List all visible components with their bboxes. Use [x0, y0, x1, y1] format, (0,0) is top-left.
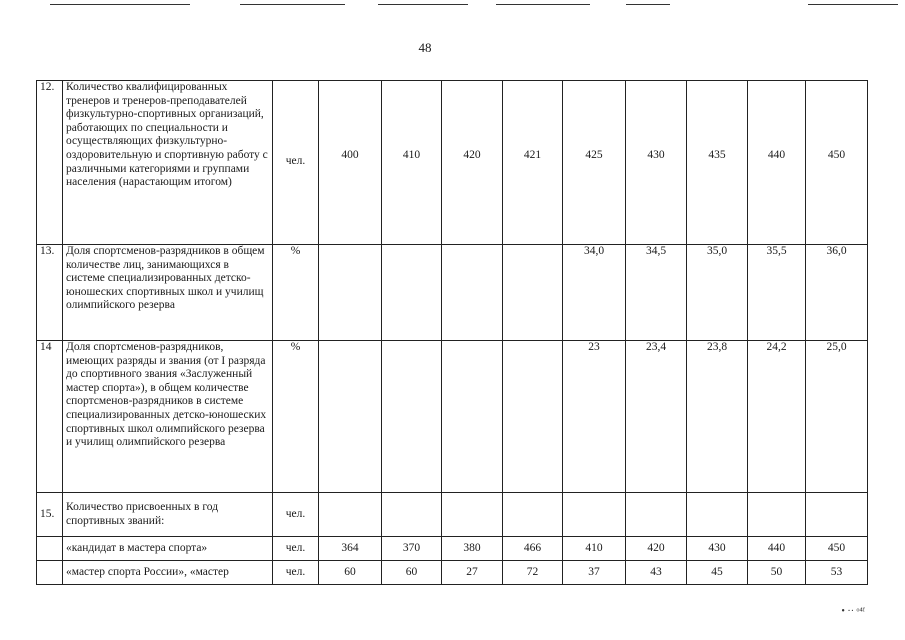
indicators-table	[36, 80, 868, 585]
value-cell	[806, 493, 868, 537]
value-cell: 370	[382, 537, 442, 561]
unit-cell: чел.	[273, 561, 319, 585]
value-cell: 430	[626, 81, 687, 245]
table-row	[37, 537, 868, 561]
value-cell: 27	[442, 561, 503, 585]
value-cell: 410	[563, 537, 626, 561]
indicator-description: «кандидат в мастера спорта»	[63, 537, 273, 561]
value-cell: 380	[442, 537, 503, 561]
row-number	[37, 537, 63, 561]
value-cell: 60	[319, 561, 382, 585]
unit-cell: чел.	[273, 537, 319, 561]
table-row	[37, 493, 868, 537]
value-cell: 364	[319, 537, 382, 561]
indicator-description: «мастер спорта России», «мастер	[63, 561, 273, 585]
value-cell: 50	[748, 561, 806, 585]
indicator-description: Доля спортсменов-разрядников, имеющих разряды и звания (от I разряда до спортивного звания «Заслуженный мастер спорта»), в общем количестве спортсменов-разрядников в системе специализированных детско-юношеских спортивных школ олимпийского резерва и училищ олимпийского резерва	[63, 341, 273, 493]
row-number: 14	[37, 341, 63, 493]
value-cell	[382, 493, 442, 537]
value-cell: 25,0	[806, 341, 868, 493]
value-cell: 430	[687, 537, 748, 561]
value-cell: 410	[382, 81, 442, 245]
value-cell: 466	[503, 537, 563, 561]
value-cell: 421	[503, 81, 563, 245]
row-number: 15.	[37, 493, 63, 537]
value-cell	[442, 245, 503, 341]
row-number: 13.	[37, 245, 63, 341]
table-row	[37, 561, 868, 585]
value-cell	[503, 245, 563, 341]
value-cell: 43	[626, 561, 687, 585]
indicator-description: Количество присвоенных в год спортивных званий:	[63, 493, 273, 537]
row-number: 12.	[37, 81, 63, 245]
value-cell: 420	[626, 537, 687, 561]
value-cell	[319, 245, 382, 341]
value-cell	[382, 341, 442, 493]
value-cell: 425	[563, 81, 626, 245]
value-cell: 440	[748, 537, 806, 561]
value-cell	[442, 341, 503, 493]
value-cell: 45	[687, 561, 748, 585]
value-cell: 53	[806, 561, 868, 585]
indicator-description: Доля спортсменов-разрядников в общем количестве лиц, занимающихся в системе специализированных детско-юношеских спортивных школ и училищ олимпийского резерва	[63, 245, 273, 341]
value-cell	[503, 341, 563, 493]
value-cell: 37	[563, 561, 626, 585]
table-row	[37, 81, 868, 245]
value-cell: 35,5	[748, 245, 806, 341]
value-cell: 23	[563, 341, 626, 493]
value-cell: 23,4	[626, 341, 687, 493]
value-cell: 23,8	[687, 341, 748, 493]
value-cell: 440	[748, 81, 806, 245]
value-cell	[687, 493, 748, 537]
value-cell: 35,0	[687, 245, 748, 341]
value-cell	[382, 245, 442, 341]
value-cell: 450	[806, 537, 868, 561]
value-cell: 420	[442, 81, 503, 245]
value-cell: 450	[806, 81, 868, 245]
indicator-description: Количество квалифицированных тренеров и тренеров-преподавателей физкультурно-спортивных организаций, работающих по специальности и осуществляющих физкультурно-оздоровительную и спортивную работу с различными категориями и группами населения (нарастающим итогом)	[63, 81, 273, 245]
value-cell: 60	[382, 561, 442, 585]
value-cell	[442, 493, 503, 537]
table-row	[37, 341, 868, 493]
value-cell	[563, 493, 626, 537]
value-cell	[503, 493, 563, 537]
value-cell: 34,5	[626, 245, 687, 341]
value-cell	[319, 341, 382, 493]
corner-mark: • ·· ᵒ⁴ᶠ	[841, 606, 865, 617]
unit-cell: %	[273, 245, 319, 341]
value-cell: 72	[503, 561, 563, 585]
value-cell: 435	[687, 81, 748, 245]
value-cell: 36,0	[806, 245, 868, 341]
unit-cell: чел.	[273, 81, 319, 245]
value-cell: 400	[319, 81, 382, 245]
value-cell	[319, 493, 382, 537]
value-cell	[626, 493, 687, 537]
top-rules	[0, 0, 905, 8]
unit-cell: чел.	[273, 493, 319, 537]
value-cell: 34,0	[563, 245, 626, 341]
table-row	[37, 245, 868, 341]
value-cell	[748, 493, 806, 537]
unit-cell: %	[273, 341, 319, 493]
page-number: 48	[418, 40, 432, 55]
row-number	[37, 561, 63, 585]
value-cell: 24,2	[748, 341, 806, 493]
